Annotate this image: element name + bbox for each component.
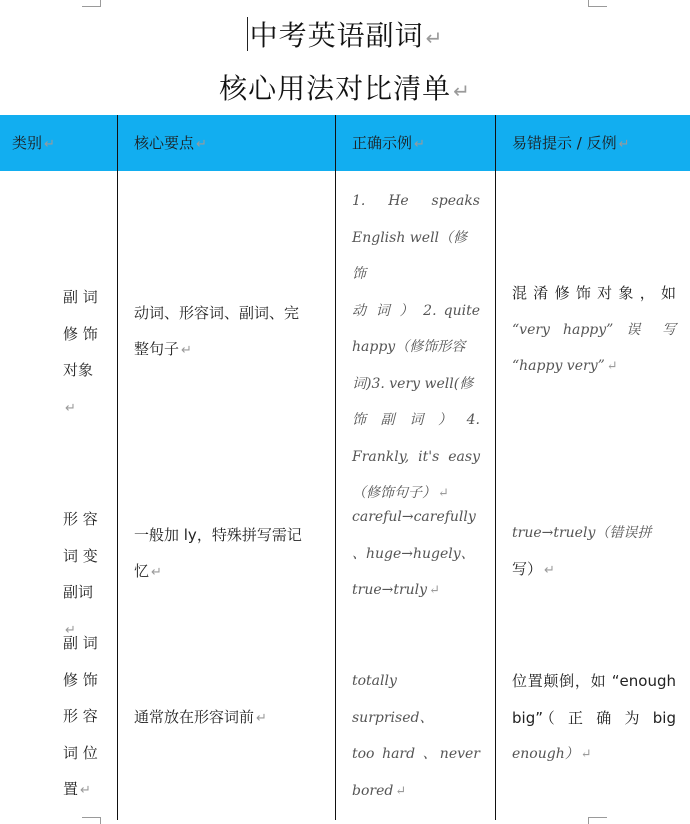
document-title: 中考英语副词 ↵ <box>0 14 690 54</box>
paragraph-mark-icon: ↵ <box>196 137 207 152</box>
row-2-example: careful→carefully 、huge→hugely、 true→truly ↵ <box>352 509 476 598</box>
header-key-point: 核心要点 ↵ <box>134 134 207 152</box>
row-2-key-point: 一般加 ly，特殊拼写需记 忆 ↵ <box>134 526 302 580</box>
document-subtitle: 核心用法对比清单 ↵ <box>219 72 471 105</box>
page-corner-mark <box>82 0 101 7</box>
header-common-error: 易错提示 / 反例 ↵ <box>512 134 630 152</box>
paragraph-mark-icon: ↵ <box>453 79 471 103</box>
row-3-example: totally surprised、 too hard 、never bored ↵ <box>352 673 480 799</box>
row-2-category: 形 容 词 变 副词↵ <box>63 510 98 638</box>
row-1-key-point: 动词、形容词、副词、完 整句子 ↵ <box>134 304 300 358</box>
paragraph-mark-icon: ↵ <box>618 137 630 152</box>
row-1-warning: 混 淆 修 饰 对 象 ， 如 “very happy” 误 写 “happy very” ↵ <box>512 284 676 374</box>
paragraph-mark-icon: ↵ <box>425 26 444 50</box>
column-divider <box>495 115 496 820</box>
row-2-warning: true→truely（错误拼 写） ↵ <box>512 525 652 578</box>
paragraph-mark-icon: ↵ <box>414 137 425 152</box>
row-3-key-point: 通常放在形容词前 ↵ <box>134 708 267 726</box>
page-corner-mark <box>588 0 607 7</box>
column-divider <box>335 115 336 820</box>
paragraph-mark-icon: ↵ <box>44 137 55 152</box>
comparison-table <box>0 115 690 820</box>
header-category: 类别 ↵ <box>12 134 55 152</box>
row-1-example: 1. He speaks English well（修饰 动 词 ） 2. quite happy（修饰形容 词)3. very well(修 饰 副 词 ） 4. Frankly, it's easy （修饰句子） ↵ <box>352 193 480 501</box>
column-divider <box>117 115 118 820</box>
text-cursor <box>247 17 248 51</box>
row-3-category: 副 词 修 饰 形 容 词 位 置 ↵ <box>63 634 98 798</box>
row-3-warning: 位置颠倒，如 “enough big”（ 正 确 为 big enough） ↵ <box>512 672 676 762</box>
row-1-category: 副 词 修 饰 对象↵ <box>63 288 98 416</box>
header-correct-example: 正确示例 ↵ <box>352 134 425 152</box>
